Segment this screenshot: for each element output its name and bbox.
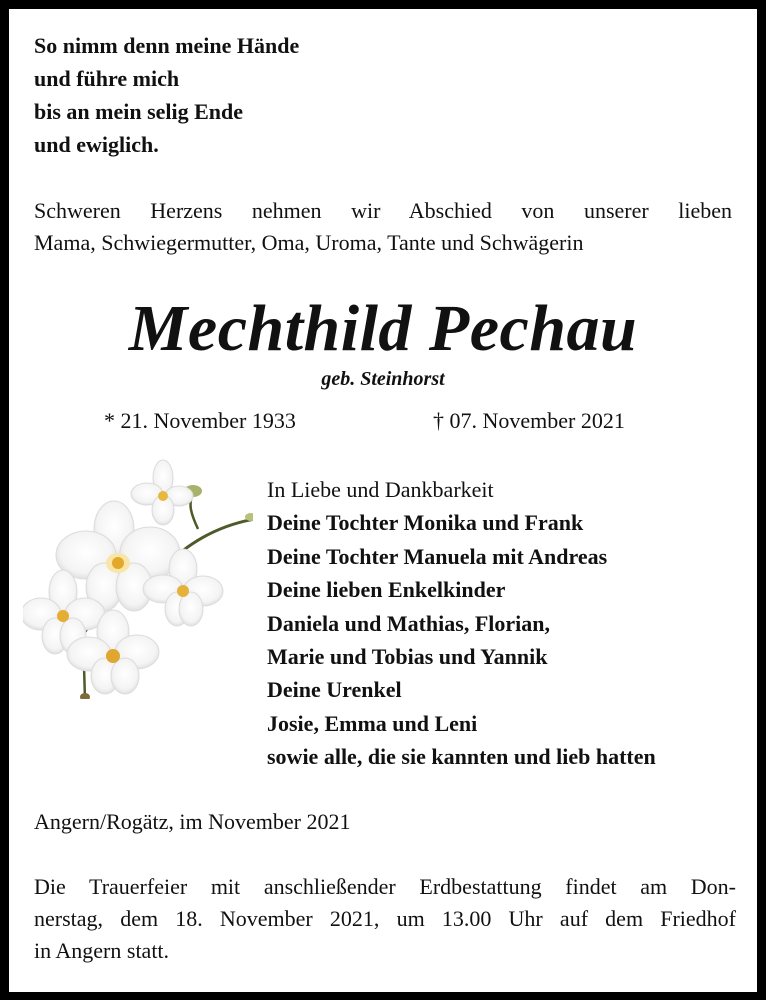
funeral-line: in Angern statt. bbox=[34, 938, 170, 963]
verse-line: und führe mich bbox=[34, 66, 180, 91]
mourner-line: Josie, Emma und Leni bbox=[267, 710, 478, 736]
verse bbox=[34, 29, 299, 161]
mourner-line: Daniela und Mathias, Florian, bbox=[267, 610, 550, 636]
maiden-name: geb. Steinhorst bbox=[321, 368, 445, 390]
deceased-name: Mechthild Pechau bbox=[128, 292, 638, 365]
funeral-notice bbox=[34, 871, 736, 967]
obituary-notice bbox=[9, 9, 757, 992]
verse-line: bis an mein selig Ende bbox=[34, 99, 244, 124]
mourner-line: sowie alle, die sie kannten und lieb hatten bbox=[267, 744, 656, 770]
funeral-line: Die Trauerfeier mit anschließender Erdbestattung findet am Don- bbox=[34, 874, 736, 899]
place-and-date: Angern/Rogätz, im November 2021 bbox=[34, 809, 351, 834]
farewell-intro bbox=[34, 195, 732, 259]
mourners-intro: In Liebe und Dankbarkeit bbox=[267, 477, 494, 502]
mourners-list bbox=[267, 473, 656, 774]
intro-line: Schweren Herzens nehmen wir Abschied von unserer lieben bbox=[34, 198, 732, 223]
birth-date: * 21. November 1933 bbox=[104, 408, 296, 433]
verse-line: So nimm denn meine Hände bbox=[34, 33, 300, 58]
intro-line: Mama, Schwiegermutter, Oma, Uroma, Tante und Schwägerin bbox=[34, 230, 584, 255]
verse-line: und ewiglich. bbox=[34, 132, 159, 157]
mourner-line: Deine Tochter Manuela mit Andreas bbox=[267, 543, 608, 569]
white-orchid-icon bbox=[23, 449, 253, 699]
death-date: † 07. November 2021 bbox=[433, 408, 625, 433]
funeral-line: nerstag, dem 18. November 2021, um 13.00 Uhr auf dem Friedhof bbox=[34, 906, 736, 931]
mourner-line: Deine Urenkel bbox=[267, 677, 402, 703]
mourner-line: Deine Tochter Monika und Frank bbox=[267, 510, 584, 536]
mourner-line: Marie und Tobias und Yannik bbox=[267, 644, 548, 670]
mourner-line: Deine lieben Enkelkinder bbox=[267, 577, 506, 603]
